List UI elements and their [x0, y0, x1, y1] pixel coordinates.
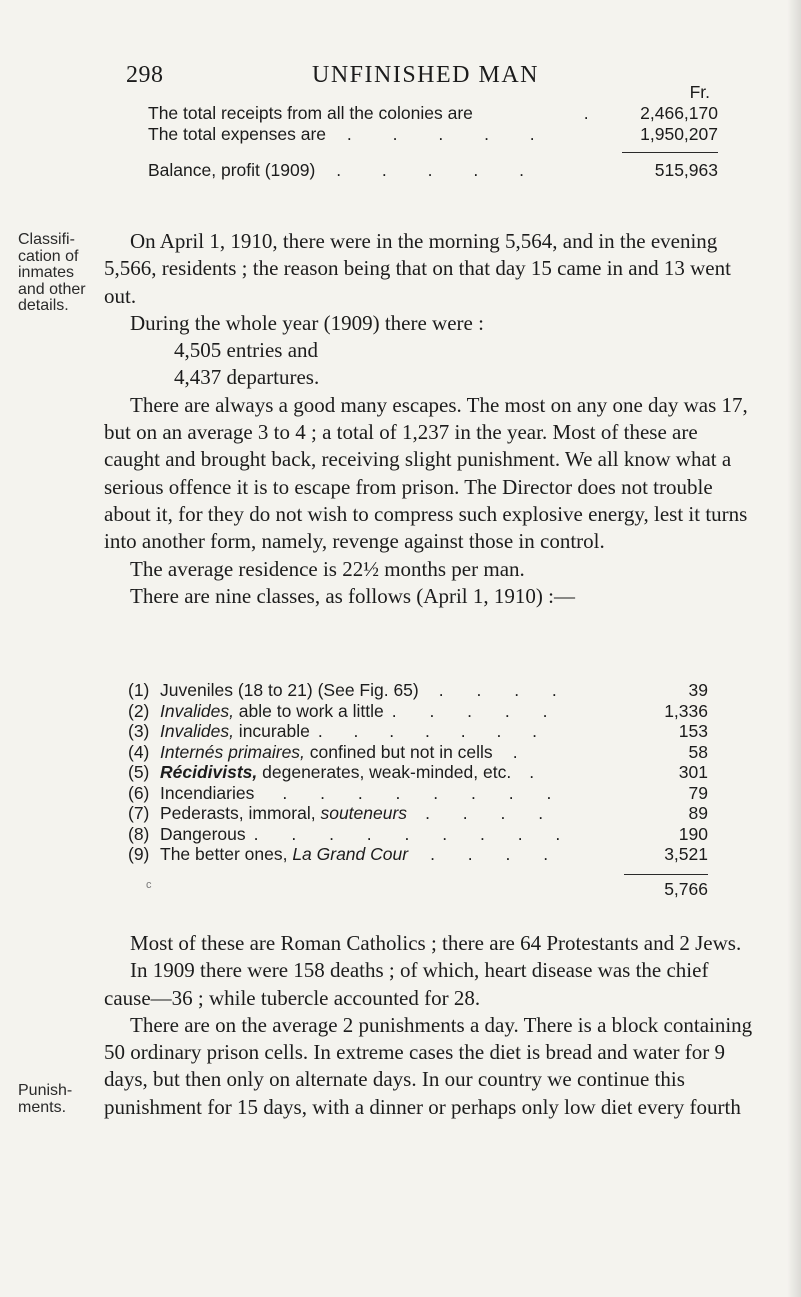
margin-note-punishments: Punish- ments.	[18, 1082, 73, 1116]
class-desc: Juveniles (18 to 21) (See Fig. 65)	[160, 680, 419, 700]
table-row: (5) Récidivists, degenerates, weak-minded, etc. . 301	[128, 762, 708, 782]
row-leader: . . . . .	[346, 124, 553, 144]
class-count: 89	[688, 803, 708, 823]
paragraph-nine-classes: There are nine classes, as follows (April 1, 1910) :—	[130, 583, 575, 608]
table-row	[148, 124, 718, 145]
row-value: 2,466,170	[640, 103, 718, 123]
row-leader: . . . .	[430, 844, 563, 864]
body-text-upper	[104, 228, 754, 610]
classes-table	[128, 680, 708, 899]
balance-value: 515,963	[654, 160, 718, 180]
table-row: (4) Internés primaires, confined but not in cells . 58	[128, 741, 708, 762]
row-leader: . . . . . . . .	[282, 782, 566, 803]
table-row: (7) Pederasts, immoral, souteneurs . . . . 89	[128, 803, 708, 823]
row-label: The total expenses are	[148, 124, 327, 144]
class-desc: Incendiaries	[160, 782, 255, 803]
class-desc: The better ones,	[160, 844, 293, 864]
table-row: (1) Juveniles (18 to 21) (See Fig. 65) . . . . 39	[128, 680, 708, 700]
sum-rule	[624, 874, 708, 875]
table-row: (6) Incendiaries . . . . . . . . 79	[128, 782, 708, 803]
running-title: UNFINISHED MAN	[312, 62, 540, 88]
class-desc: confined but not in cells	[304, 741, 493, 762]
balance-row	[148, 160, 718, 181]
table-row: (3) Invalides, incurable . . . . . . . 153	[128, 721, 708, 741]
class-count: 39	[688, 680, 708, 700]
class-count: 79	[688, 782, 708, 803]
class-desc: able to work a little	[233, 700, 384, 721]
paragraph-deaths: In 1909 there were 158 deaths ; of which, heart disease was the chief cause—36 ; while tubercle accounted for 28.	[104, 958, 709, 1010]
class-desc: incurable	[233, 721, 310, 741]
class-count: 1,336	[664, 700, 708, 721]
row-leader: .	[512, 741, 518, 762]
row-leader: . . . . . . . . .	[253, 823, 575, 844]
sum-rule	[622, 152, 718, 153]
finance-table	[148, 82, 718, 181]
paragraph-residence: The average residence is 22½ months per man.	[130, 556, 525, 581]
paragraph-year: During the whole year (1909) there were :	[130, 310, 484, 335]
row-leader: . . . . . . .	[317, 721, 551, 741]
table-row	[148, 103, 718, 124]
row-leader: . . . . .	[336, 160, 542, 180]
balance-label: Balance, profit (1909)	[148, 160, 316, 180]
stray-mark: c	[146, 878, 152, 891]
departures-line: 4,437 departures.	[174, 365, 320, 390]
row-label: The total receipts from all the colonies are	[148, 103, 473, 123]
class-desc: Dangerous	[160, 823, 246, 844]
total-row	[128, 879, 708, 900]
margin-note-classification: Classifi- cation of inmates and other details.	[18, 231, 86, 314]
page-edge-shadow	[787, 0, 801, 1297]
row-leader: . . . .	[438, 680, 571, 700]
page-number: 298	[126, 62, 164, 88]
table-row: (9) The better ones, La Grand Cour . . . . 3,521	[128, 844, 708, 864]
class-count: 58	[688, 741, 708, 762]
class-desc: degenerates, weak-minded, etc.	[257, 762, 512, 782]
row-leader: .	[583, 103, 589, 123]
paragraph-april: On April 1, 1910, there were in the morning 5,564, and in the evening 5,566, residents ; the reason being that on that day 15 came in and 13 went out.	[104, 229, 731, 308]
paragraph-punishments: There are on the average 2 punishments a day. There is a block containing 50 ordinary prison cells. In extreme cases the diet is bread and water for 9 days, but then only on alternate days. In our country we continue this punishment for 15 days, with a dinner or perhaps only low diet every fourth	[104, 1012, 753, 1119]
body-text-lower	[104, 930, 754, 1121]
row-leader: .	[529, 762, 535, 782]
paragraph-escapes: There are always a good many escapes. The most on any one day was 17, but on an average 3 to 4 ; a total of 1,237 in the year. Most of these are caught and brought back, receiving slight punishment. We all know what a serious offence it is to escape from prison. The Director does not trouble about it, for they do not wish to compress such explosive energy, lest it turns into another form, namely, revenge against those in control.	[104, 392, 748, 554]
class-total: 5,766	[664, 878, 708, 899]
entries-line: 4,505 entries and	[174, 338, 319, 363]
currency-label: Fr.	[689, 82, 710, 102]
class-count: 190	[678, 823, 708, 844]
row-leader: . . . . .	[391, 700, 562, 721]
class-count: 153	[678, 721, 708, 741]
currency-row	[148, 82, 718, 103]
class-desc: Pederasts, immoral,	[160, 803, 321, 823]
class-count: 3,521	[664, 844, 708, 864]
table-row: (8) Dangerous . . . . . . . . . 190	[128, 823, 708, 844]
paragraph-catholics: Most of these are Roman Catholics ; there are 64 Protestants and 2 Jews.	[130, 931, 742, 955]
class-count: 301	[678, 762, 708, 782]
row-leader: . . . .	[425, 803, 558, 823]
table-row: (2) Invalides, able to work a little . . . . . 1,336	[128, 700, 708, 721]
row-value: 1,950,207	[640, 124, 718, 144]
